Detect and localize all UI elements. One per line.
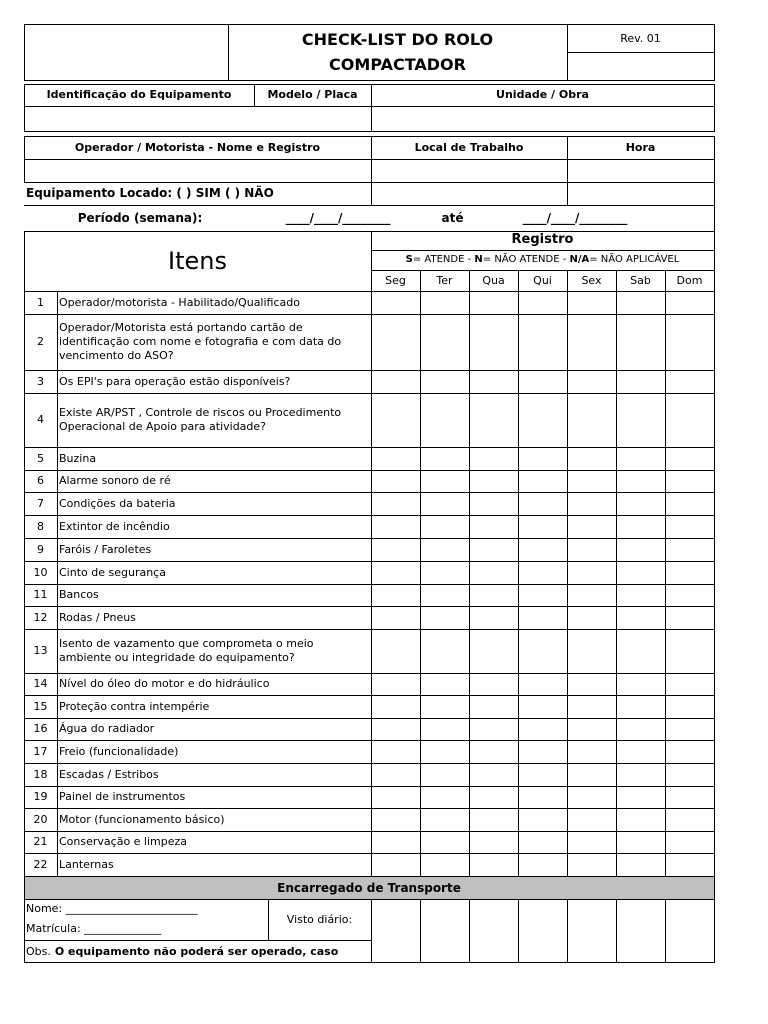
- check-cell-qua[interactable]: [470, 741, 518, 763]
- grid-line: [567, 291, 568, 877]
- check-cell-dom[interactable]: [666, 630, 714, 673]
- check-cell-seg[interactable]: [372, 562, 420, 584]
- revision-label: Rev. 01: [620, 32, 661, 46]
- check-cell-qua[interactable]: [470, 696, 518, 718]
- check-cell-sab[interactable]: [617, 809, 665, 831]
- check-cell-sab[interactable]: [617, 394, 665, 447]
- item-description: Bancos: [59, 588, 99, 602]
- check-cell-qua[interactable]: [470, 630, 518, 673]
- check-cell-dom[interactable]: [666, 741, 714, 763]
- check-cell-sab[interactable]: [617, 539, 665, 561]
- grid-line: [24, 291, 25, 877]
- check-cell-sab[interactable]: [617, 471, 665, 492]
- item-number: 1: [37, 295, 44, 309]
- visa-cell-qua[interactable]: [470, 900, 518, 962]
- item-number: 11: [33, 588, 48, 602]
- equipment-id-label: Identificação do Equipamento: [46, 88, 232, 102]
- visa-cell-sab[interactable]: [617, 900, 665, 962]
- visa-cell-sex[interactable]: [568, 900, 616, 962]
- check-cell-ter[interactable]: [421, 719, 469, 740]
- check-cell-qua[interactable]: [470, 562, 518, 584]
- check-cell-ter[interactable]: [421, 832, 469, 853]
- check-cell-qui[interactable]: [519, 741, 567, 763]
- check-cell-seg[interactable]: [372, 516, 420, 538]
- item-description: Conservação e limpeza: [59, 835, 188, 849]
- period-end-field[interactable]: ____/____/________: [522, 210, 628, 225]
- check-cell-sex[interactable]: [568, 809, 616, 831]
- check-cell-qui[interactable]: [519, 292, 567, 314]
- check-cell-sab[interactable]: [617, 787, 665, 808]
- grid-line: [714, 136, 715, 183]
- check-cell-sex[interactable]: [568, 741, 616, 763]
- check-cell-ter[interactable]: [421, 764, 469, 786]
- check-cell-dom[interactable]: [666, 674, 714, 695]
- check-cell-sex[interactable]: [568, 394, 616, 447]
- item-description: Alarme sonoro de ré: [59, 474, 171, 488]
- check-cell-dom[interactable]: [666, 607, 714, 629]
- items-heading: Itens: [168, 247, 227, 275]
- check-cell-dom[interactable]: [666, 696, 714, 718]
- check-cell-qui[interactable]: [519, 516, 567, 538]
- item-number: 14: [33, 677, 48, 691]
- grid-line: [371, 962, 715, 963]
- check-cell-sab[interactable]: [617, 630, 665, 673]
- check-cell-qua[interactable]: [470, 764, 518, 786]
- check-cell-dom[interactable]: [666, 315, 714, 370]
- item-number: 8: [37, 519, 44, 533]
- check-cell-qua[interactable]: [470, 607, 518, 629]
- item-description: Operador/Motorista está portando cartão de identificação com nome e fotografia e com data do vencimento do ASO?: [59, 321, 342, 362]
- check-cell-seg[interactable]: [372, 607, 420, 629]
- check-cell-sex[interactable]: [568, 493, 616, 515]
- check-cell-ter[interactable]: [421, 539, 469, 561]
- grid-line: [665, 270, 666, 292]
- check-cell-ter[interactable]: [421, 394, 469, 447]
- check-cell-sex[interactable]: [568, 562, 616, 584]
- legend-text: = NÃO ATENDE -: [482, 253, 570, 265]
- check-cell-qui[interactable]: [519, 585, 567, 606]
- hour-label: Hora: [625, 140, 656, 154]
- check-cell-sab[interactable]: [617, 516, 665, 538]
- check-cell-ter[interactable]: [421, 315, 469, 370]
- operator-field[interactable]: [25, 160, 371, 182]
- grid-line: [469, 270, 470, 292]
- day-header-dom: Dom: [676, 273, 703, 287]
- check-cell-seg[interactable]: [372, 719, 420, 740]
- check-cell-sab[interactable]: [617, 371, 665, 393]
- model-plate-label: Modelo / Placa: [267, 88, 358, 102]
- item-number: 21: [33, 835, 48, 849]
- check-cell-qui[interactable]: [519, 371, 567, 393]
- check-cell-qui[interactable]: [519, 696, 567, 718]
- check-cell-sex[interactable]: [568, 696, 616, 718]
- grid-line: [24, 80, 715, 81]
- grid-line: [469, 291, 470, 877]
- check-cell-dom[interactable]: [666, 719, 714, 740]
- check-cell-dom[interactable]: [666, 371, 714, 393]
- check-cell-sab[interactable]: [617, 448, 665, 470]
- grid-line: [714, 182, 715, 206]
- grid-line: [371, 291, 372, 877]
- check-cell-sab[interactable]: [617, 696, 665, 718]
- supervisor-section-title: Encarregado de Transporte: [277, 880, 461, 895]
- item-number: 17: [33, 744, 48, 758]
- grid-line: [518, 291, 519, 877]
- grid-line: [24, 131, 715, 132]
- registro-label: Registro: [511, 232, 574, 248]
- check-cell-qui[interactable]: [519, 448, 567, 470]
- check-cell-sex[interactable]: [568, 471, 616, 492]
- grid-line: [665, 291, 666, 877]
- item-description: Lanternas: [59, 857, 114, 871]
- check-cell-qua[interactable]: [470, 493, 518, 515]
- check-cell-sex[interactable]: [568, 292, 616, 314]
- check-cell-seg[interactable]: [372, 448, 420, 470]
- check-cell-qui[interactable]: [519, 607, 567, 629]
- check-cell-sex[interactable]: [568, 516, 616, 538]
- check-cell-seg[interactable]: [372, 832, 420, 853]
- day-header-qui: Qui: [533, 273, 552, 287]
- grid-line: [714, 84, 715, 132]
- grid-line: [714, 205, 715, 232]
- check-cell-qua[interactable]: [470, 832, 518, 853]
- check-cell-seg[interactable]: [372, 471, 420, 492]
- check-cell-sex[interactable]: [568, 630, 616, 673]
- check-cell-seg[interactable]: [372, 630, 420, 673]
- check-cell-ter[interactable]: [421, 741, 469, 763]
- grid-line: [567, 270, 568, 292]
- check-cell-sab[interactable]: [617, 315, 665, 370]
- item-description: Buzina: [59, 451, 97, 465]
- item-description: Cinto de segurança: [59, 565, 166, 579]
- check-cell-sex[interactable]: [568, 607, 616, 629]
- check-cell-ter[interactable]: [421, 371, 469, 393]
- item-number: 6: [37, 474, 44, 488]
- check-cell-sab[interactable]: [617, 562, 665, 584]
- check-cell-qua[interactable]: [470, 448, 518, 470]
- grid-line: [420, 291, 421, 877]
- check-cell-dom[interactable]: [666, 539, 714, 561]
- check-cell-dom[interactable]: [666, 292, 714, 314]
- legend-key: S: [405, 253, 413, 265]
- grid-line: [714, 231, 715, 292]
- grid-line: [616, 270, 617, 292]
- check-cell-qui[interactable]: [519, 809, 567, 831]
- legend-text: = ATENDE -: [412, 253, 475, 265]
- check-cell-dom[interactable]: [666, 562, 714, 584]
- check-cell-ter[interactable]: [421, 493, 469, 515]
- day-header-sex: Sex: [581, 273, 602, 287]
- check-cell-sex[interactable]: [568, 315, 616, 370]
- check-cell-qui[interactable]: [519, 674, 567, 695]
- check-cell-sab[interactable]: [617, 607, 665, 629]
- grid-line: [714, 291, 715, 877]
- check-cell-sab[interactable]: [617, 832, 665, 853]
- item-description: Faróis / Faroletes: [59, 542, 152, 556]
- visa-cell-dom[interactable]: [666, 900, 714, 962]
- check-cell-seg[interactable]: [372, 764, 420, 786]
- grid-line: [567, 52, 715, 53]
- check-cell-ter[interactable]: [421, 696, 469, 718]
- operator-label: Operador / Motorista - Nome e Registro: [74, 140, 321, 154]
- rented-equipment-option[interactable]: Equipamento Locado: ( ) SIM ( ) NÃO: [26, 186, 274, 200]
- check-cell-qui[interactable]: [519, 764, 567, 786]
- legend-key: N: [474, 253, 483, 265]
- item-number: 2: [37, 335, 44, 349]
- check-cell-sab[interactable]: [617, 854, 665, 876]
- check-cell-qui[interactable]: [519, 315, 567, 370]
- day-header-sab: Sab: [630, 273, 651, 287]
- check-cell-ter[interactable]: [421, 585, 469, 606]
- item-number: 13: [33, 644, 48, 658]
- check-cell-seg[interactable]: [372, 854, 420, 876]
- form-title-line2: COMPACTADOR: [329, 55, 466, 74]
- grid-line: [616, 291, 617, 877]
- check-cell-dom[interactable]: [666, 585, 714, 606]
- item-number: 4: [37, 413, 44, 427]
- check-cell-seg[interactable]: [372, 787, 420, 808]
- check-cell-qui[interactable]: [519, 539, 567, 561]
- period-start-field[interactable]: ____/____/________: [285, 210, 391, 225]
- item-number: 19: [33, 790, 48, 804]
- grid-line: [714, 899, 715, 963]
- grid-line: [57, 291, 58, 877]
- check-cell-ter[interactable]: [421, 674, 469, 695]
- check-cell-dom[interactable]: [666, 394, 714, 447]
- equipment-id-field[interactable]: [25, 107, 371, 130]
- check-cell-sab[interactable]: [617, 674, 665, 695]
- grid-line: [24, 24, 715, 25]
- visa-cell-seg[interactable]: [372, 900, 420, 962]
- check-cell-seg[interactable]: [372, 292, 420, 314]
- supervisor-name-field[interactable]: Nome: ________________________: [26, 902, 198, 916]
- day-header-qua: Qua: [482, 273, 505, 287]
- item-number: 10: [33, 565, 48, 579]
- supervisor-registration-field[interactable]: Matrícula: ______________: [26, 921, 162, 935]
- check-cell-ter[interactable]: [421, 607, 469, 629]
- check-cell-qua[interactable]: [470, 371, 518, 393]
- check-cell-ter[interactable]: [421, 854, 469, 876]
- check-cell-qua[interactable]: [470, 394, 518, 447]
- item-description: Operador/motorista - Habilitado/Qualificado: [59, 295, 300, 309]
- item-description: Extintor de incêndio: [59, 519, 170, 533]
- obs-label: Obs.: [26, 944, 51, 958]
- form-title-line1: CHECK-LIST DO ROLO: [301, 30, 494, 49]
- check-cell-dom[interactable]: [666, 809, 714, 831]
- check-cell-ter[interactable]: [421, 292, 469, 314]
- legend-text: = NÃO APLICÁVEL: [589, 253, 680, 265]
- status-legend: [371, 250, 714, 270]
- check-cell-sex[interactable]: [568, 764, 616, 786]
- check-cell-sab[interactable]: [617, 493, 665, 515]
- check-cell-qui[interactable]: [519, 787, 567, 808]
- item-description: Proteção contra intempérie: [59, 699, 210, 713]
- check-cell-ter[interactable]: [421, 448, 469, 470]
- visa-cell-qui[interactable]: [519, 900, 567, 962]
- check-cell-qua[interactable]: [470, 315, 518, 370]
- unit-site-label: Unidade / Obra: [496, 88, 589, 102]
- item-description: Painel de instrumentos: [59, 790, 186, 804]
- check-cell-ter[interactable]: [421, 562, 469, 584]
- check-cell-sex[interactable]: [568, 719, 616, 740]
- check-cell-qui[interactable]: [519, 719, 567, 740]
- check-cell-qui[interactable]: [519, 630, 567, 673]
- check-cell-dom[interactable]: [666, 493, 714, 515]
- check-cell-sex[interactable]: [568, 674, 616, 695]
- item-number: 3: [37, 374, 44, 388]
- item-number: 15: [33, 699, 48, 713]
- item-description: Motor (funcionamento básico): [59, 812, 225, 826]
- hour-field[interactable]: [568, 160, 714, 182]
- check-cell-qua[interactable]: [470, 516, 518, 538]
- period-until-label: até: [441, 210, 464, 225]
- check-cell-sex[interactable]: [568, 539, 616, 561]
- check-cell-qui[interactable]: [519, 394, 567, 447]
- check-cell-dom[interactable]: [666, 516, 714, 538]
- check-cell-qua[interactable]: [470, 674, 518, 695]
- check-cell-qua[interactable]: [470, 585, 518, 606]
- item-description: Os EPI's para operação estão disponíveis?: [59, 374, 291, 388]
- check-cell-qua[interactable]: [470, 471, 518, 492]
- check-cell-dom[interactable]: [666, 764, 714, 786]
- workplace-field[interactable]: [372, 160, 567, 182]
- check-cell-dom[interactable]: [666, 471, 714, 492]
- check-cell-dom[interactable]: [666, 832, 714, 853]
- check-cell-sex[interactable]: [568, 832, 616, 853]
- check-cell-ter[interactable]: [421, 516, 469, 538]
- check-cell-seg[interactable]: [372, 539, 420, 561]
- check-cell-seg[interactable]: [372, 493, 420, 515]
- check-cell-ter[interactable]: [421, 809, 469, 831]
- item-number: 22: [33, 857, 48, 871]
- check-cell-qua[interactable]: [470, 719, 518, 740]
- check-cell-seg[interactable]: [372, 809, 420, 831]
- workplace-label: Local de Trabalho: [414, 140, 524, 154]
- check-cell-dom[interactable]: [666, 448, 714, 470]
- observation-note: [24, 941, 371, 962]
- visa-cell-ter[interactable]: [421, 900, 469, 962]
- item-number: 7: [37, 496, 44, 510]
- check-cell-sex[interactable]: [568, 787, 616, 808]
- item-description: Freio (funcionalidade): [59, 744, 179, 758]
- check-cell-qui[interactable]: [519, 832, 567, 853]
- check-cell-sex[interactable]: [568, 585, 616, 606]
- day-header-seg: Seg: [385, 273, 406, 287]
- check-cell-seg[interactable]: [372, 674, 420, 695]
- item-number: 18: [33, 767, 48, 781]
- check-cell-ter[interactable]: [421, 471, 469, 492]
- grid-line: [518, 270, 519, 292]
- obs-text: O equipamento não poderá ser operado, caso: [54, 944, 339, 958]
- check-cell-sex[interactable]: [568, 854, 616, 876]
- check-cell-sab[interactable]: [617, 292, 665, 314]
- check-cell-seg[interactable]: [372, 741, 420, 763]
- check-cell-qui[interactable]: [519, 471, 567, 492]
- check-cell-ter[interactable]: [421, 787, 469, 808]
- day-header-ter: Ter: [436, 273, 453, 287]
- check-cell-qui[interactable]: [519, 493, 567, 515]
- check-cell-qua[interactable]: [470, 539, 518, 561]
- item-description: Escadas / Estribos: [59, 767, 159, 781]
- grid-line: [24, 24, 25, 81]
- check-cell-qua[interactable]: [470, 292, 518, 314]
- check-cell-sab[interactable]: [617, 719, 665, 740]
- check-cell-qua[interactable]: [470, 854, 518, 876]
- check-cell-sex[interactable]: [568, 448, 616, 470]
- item-description: Água do radiador: [59, 722, 155, 736]
- check-cell-sab[interactable]: [617, 741, 665, 763]
- item-description: Existe AR/PST , Controle de riscos ou Procedimento Operacional de Apoio para atividade?: [59, 406, 342, 433]
- check-cell-seg[interactable]: [372, 371, 420, 393]
- check-cell-seg[interactable]: [372, 585, 420, 606]
- check-cell-qui[interactable]: [519, 854, 567, 876]
- check-cell-qui[interactable]: [519, 562, 567, 584]
- item-number: 12: [33, 610, 48, 624]
- grid-line: [24, 962, 372, 963]
- item-description: Nível do óleo do motor e do hidráulico: [59, 677, 270, 691]
- daily-visa-label: Visto diário:: [286, 912, 353, 926]
- check-cell-dom[interactable]: [666, 854, 714, 876]
- period-label: Período (semana):: [77, 210, 203, 225]
- unit-site-field[interactable]: [372, 107, 714, 130]
- check-cell-dom[interactable]: [666, 787, 714, 808]
- item-description: Condições da bateria: [59, 496, 176, 510]
- check-cell-sab[interactable]: [617, 585, 665, 606]
- legend-key: N/A: [569, 253, 590, 265]
- check-cell-sex[interactable]: [568, 371, 616, 393]
- item-number: 20: [33, 812, 48, 826]
- check-cell-seg[interactable]: [372, 394, 420, 447]
- check-cell-ter[interactable]: [421, 630, 469, 673]
- item-description: Rodas / Pneus: [59, 610, 136, 624]
- grid-line: [420, 270, 421, 292]
- check-cell-seg[interactable]: [372, 696, 420, 718]
- item-description: Isento de vazamento que comprometa o meio ambiente ou integridade do equipamento?: [59, 637, 314, 664]
- item-number: 16: [33, 722, 48, 736]
- item-number: 5: [37, 451, 44, 465]
- check-cell-seg[interactable]: [372, 315, 420, 370]
- check-cell-sab[interactable]: [617, 764, 665, 786]
- check-cell-qua[interactable]: [470, 787, 518, 808]
- check-cell-qua[interactable]: [470, 809, 518, 831]
- item-number: 9: [37, 542, 44, 556]
